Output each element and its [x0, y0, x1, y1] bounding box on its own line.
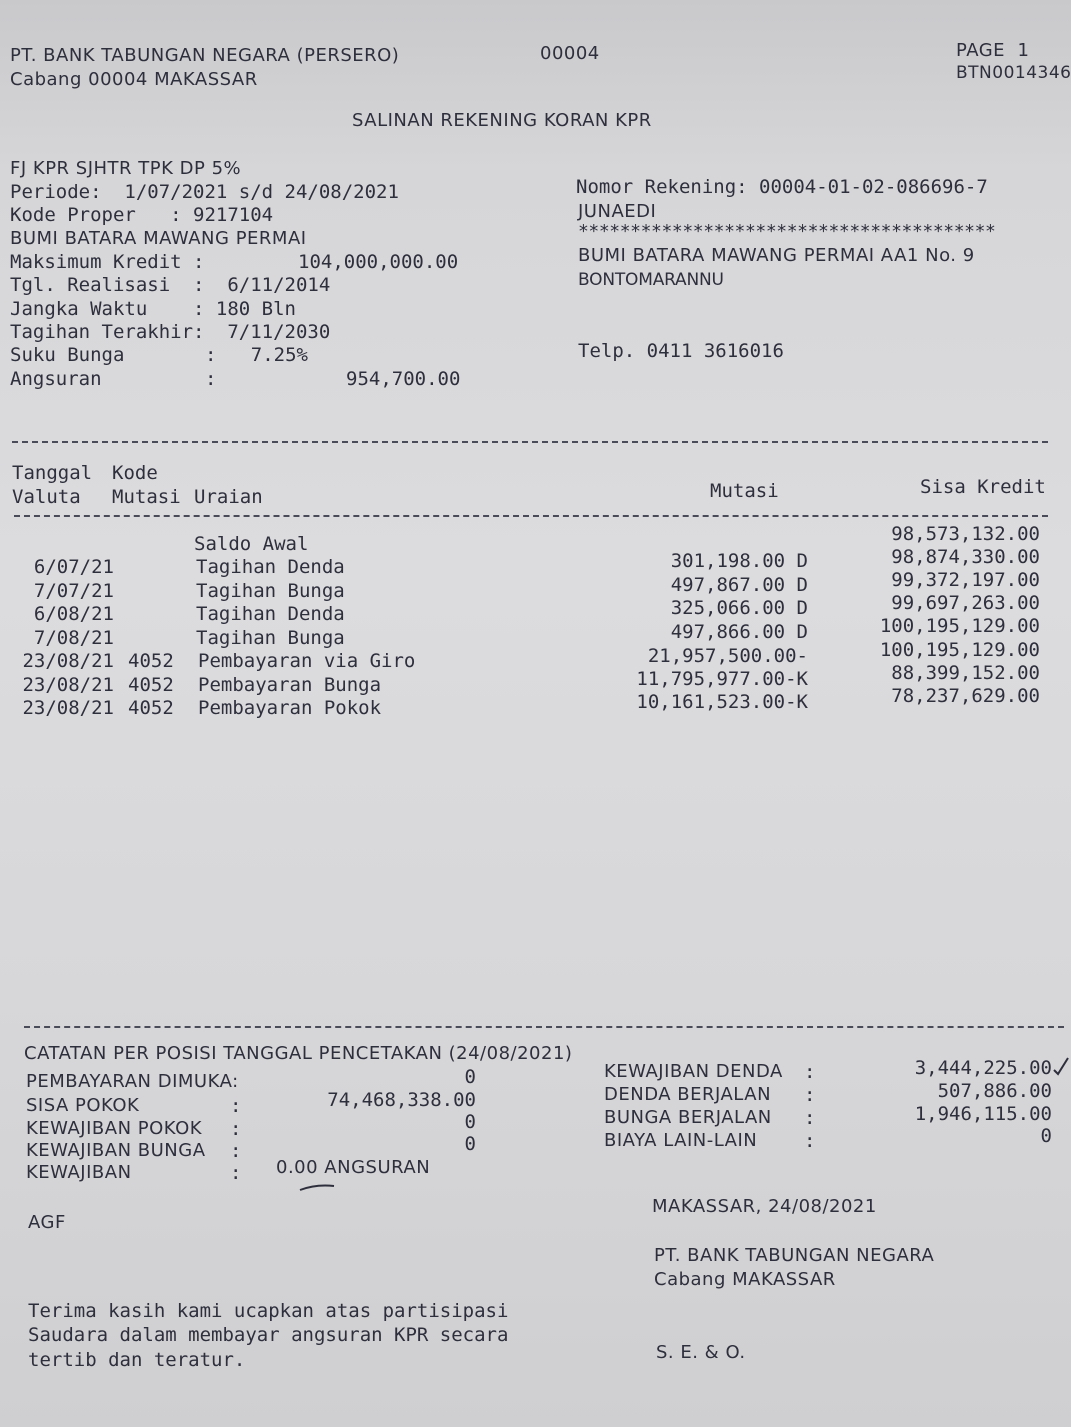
row-date: 23/08/21: [22, 697, 114, 719]
summary-right-colon: :: [804, 1107, 816, 1129]
angsuran-value: 954,700.00: [346, 368, 461, 390]
row-mutasi: 21,957,500.00-: [647, 645, 808, 667]
thanks-line-2: Saudara dalam membayar angsuran KPR secara: [28, 1324, 509, 1346]
place-date: MAKASSAR, 24/08/2021: [652, 1196, 877, 1217]
row-date: 7/08/21: [33, 627, 114, 649]
row-code: 4052: [128, 650, 174, 672]
document-id: BTN0014346: [956, 63, 1071, 83]
branch-code: 00004: [540, 43, 600, 64]
errors-omissions: S. E. & O.: [656, 1342, 746, 1363]
branch-name: Cabang 00004 MAKASSAR: [10, 69, 258, 90]
row-description: Tagihan Denda: [196, 603, 345, 625]
kode-proper: Kode Proper : 9217104: [10, 204, 274, 226]
check-mark: [1052, 1056, 1070, 1078]
summary-right-label: BUNGA BERJALAN: [604, 1107, 772, 1128]
summary-right-label: DENDA BERJALAN: [604, 1084, 772, 1105]
masked-line: ****************************************: [578, 221, 996, 242]
summary-left-value: 0: [464, 1111, 476, 1133]
thanks-line-3: tertib dan teratur.: [28, 1349, 246, 1371]
opening-balance: 98,573,132.00: [891, 523, 1040, 545]
row-description: Tagihan Denda: [196, 556, 345, 578]
summary-right-colon: :: [804, 1084, 816, 1106]
row-sisa-kredit: 100,195,129.00: [879, 639, 1040, 661]
row-code: 4052: [128, 674, 174, 696]
col-tanggal: Tanggal: [12, 462, 93, 484]
opening-label: Saldo Awal: [194, 533, 309, 555]
row-mutasi: 497,866.00 D: [670, 621, 808, 643]
col-kode: Kode: [112, 462, 158, 484]
summary-right-value: 507,886.00: [937, 1080, 1052, 1102]
page-number: PAGE 1: [956, 40, 1030, 61]
divider: [24, 1026, 1064, 1028]
thanks-line-1: Terima kasih kami ucapkan atas partisipasi: [28, 1300, 509, 1322]
row-mutasi: 301,198.00 D: [670, 550, 808, 572]
row-date: 23/08/21: [22, 650, 114, 672]
address-line-1: BUMI BATARA MAWANG PERMAI AA1 No. 9: [578, 245, 975, 266]
footer-bank-name: PT. BANK TABUNGAN NEGARA: [654, 1245, 935, 1266]
row-description: Tagihan Bunga: [196, 580, 345, 602]
phone-number: Telp. 0411 3616016: [578, 340, 784, 362]
customer-name: JUNAEDI: [578, 201, 657, 222]
row-date: 6/07/21: [33, 556, 114, 578]
row-sisa-kredit: 78,237,629.00: [891, 685, 1040, 707]
tgl-realisasi: Tgl. Realisasi : 6/11/2014: [10, 274, 331, 296]
row-sisa-kredit: 99,697,263.00: [891, 592, 1040, 614]
divider: [14, 515, 1048, 517]
summary-left-colon: :: [230, 1162, 242, 1184]
footer-branch: Cabang MAKASSAR: [654, 1269, 836, 1290]
row-sisa-kredit: 99,372,197.00: [891, 569, 1040, 591]
summary-left-value: 0: [464, 1066, 476, 1088]
row-description: Tagihan Bunga: [196, 627, 345, 649]
suku-bunga-label: Suku Bunga: [10, 344, 125, 366]
summary-left-label: PEMBAYARAN DIMUKA:: [26, 1071, 239, 1092]
nomor-rekening: Nomor Rekening: 00004-01-02-086696-7: [576, 176, 988, 198]
summary-left-value: 74,468,338.00: [327, 1089, 476, 1111]
summary-right-label: BIAYA LAIN-LAIN: [604, 1130, 758, 1151]
summary-right-label: KEWAJIBAN DENDA: [604, 1061, 783, 1082]
row-date: 6/08/21: [33, 603, 114, 625]
maksimum-kredit-label: Maksimum Kredit :: [10, 251, 205, 273]
row-description: Pembayaran via Giro: [198, 650, 416, 672]
summary-left-label: KEWAJIBAN: [26, 1162, 132, 1183]
summary-left-label: KEWAJIBAN POKOK: [26, 1118, 203, 1139]
row-mutasi: 11,795,977.00-K: [636, 668, 808, 690]
row-date: 7/07/21: [33, 580, 114, 602]
summary-left-colon: :: [230, 1095, 242, 1117]
col-sisa-kredit: Sisa Kredit: [920, 476, 1046, 498]
row-mutasi: 325,066.00 D: [670, 597, 808, 619]
summary-left-colon: :: [230, 1118, 242, 1140]
angsuran-label: Angsuran: [10, 368, 102, 390]
row-sisa-kredit: 88,399,152.00: [891, 662, 1040, 684]
bank-name: PT. BANK TABUNGAN NEGARA (PERSERO): [10, 45, 400, 66]
suku-bunga-value: : 7.25%: [205, 344, 308, 366]
summary-left-label: KEWAJIBAN BUNGA: [26, 1140, 206, 1161]
summary-left-label: SISA POKOK: [26, 1095, 140, 1116]
summary-right-value: 3,444,225.00: [914, 1057, 1052, 1079]
row-mutasi: 10,161,523.00-K: [636, 691, 808, 713]
angsuran-colon: :: [205, 368, 217, 390]
pen-mark: [298, 1182, 338, 1194]
product-name: FJ KPR SJHTR TPK DP 5%: [10, 158, 242, 179]
col-valuta: Valuta: [12, 486, 81, 508]
summary-left-value: 0: [464, 1133, 476, 1155]
row-sisa-kredit: 98,874,330.00: [891, 546, 1040, 568]
project-name: BUMI BATARA MAWANG PERMAI: [10, 228, 307, 249]
row-code: 4052: [128, 697, 174, 719]
document-title: SALINAN REKENING KORAN KPR: [352, 110, 652, 131]
address-line-2: BONTOMARANNU: [578, 270, 724, 290]
col-uraian: Uraian: [194, 486, 263, 508]
periode: Periode: 1/07/2021 s/d 24/08/2021: [10, 181, 399, 203]
row-description: Pembayaran Pokok: [198, 697, 382, 719]
summary-right-value: 1,946,115.00: [914, 1103, 1052, 1125]
row-mutasi: 497,867.00 D: [670, 574, 808, 596]
summary-right-colon: :: [804, 1061, 816, 1083]
row-description: Pembayaran Bunga: [198, 674, 382, 696]
row-date: 23/08/21: [22, 674, 114, 696]
operator-code: AGF: [28, 1212, 66, 1233]
summary-left-value: 0.00 ANGSURAN: [276, 1157, 431, 1178]
col-mutasi: Mutasi: [710, 480, 779, 502]
row-sisa-kredit: 100,195,129.00: [879, 615, 1040, 637]
summary-heading: CATATAN PER POSISI TANGGAL PENCETAKAN (24/08/2021): [24, 1043, 573, 1064]
summary-left-colon: :: [230, 1140, 242, 1162]
tagihan-terakhir: Tagihan Terakhir: 7/11/2030: [10, 321, 331, 343]
divider: [12, 441, 1048, 443]
maksimum-kredit-value: 104,000,000.00: [298, 251, 459, 273]
col-mutasi-kode: Mutasi: [112, 486, 181, 508]
summary-right-colon: :: [804, 1130, 816, 1152]
summary-right-value: 0: [1040, 1125, 1052, 1147]
jangka-waktu: Jangka Waktu : 180 Bln: [10, 298, 296, 320]
